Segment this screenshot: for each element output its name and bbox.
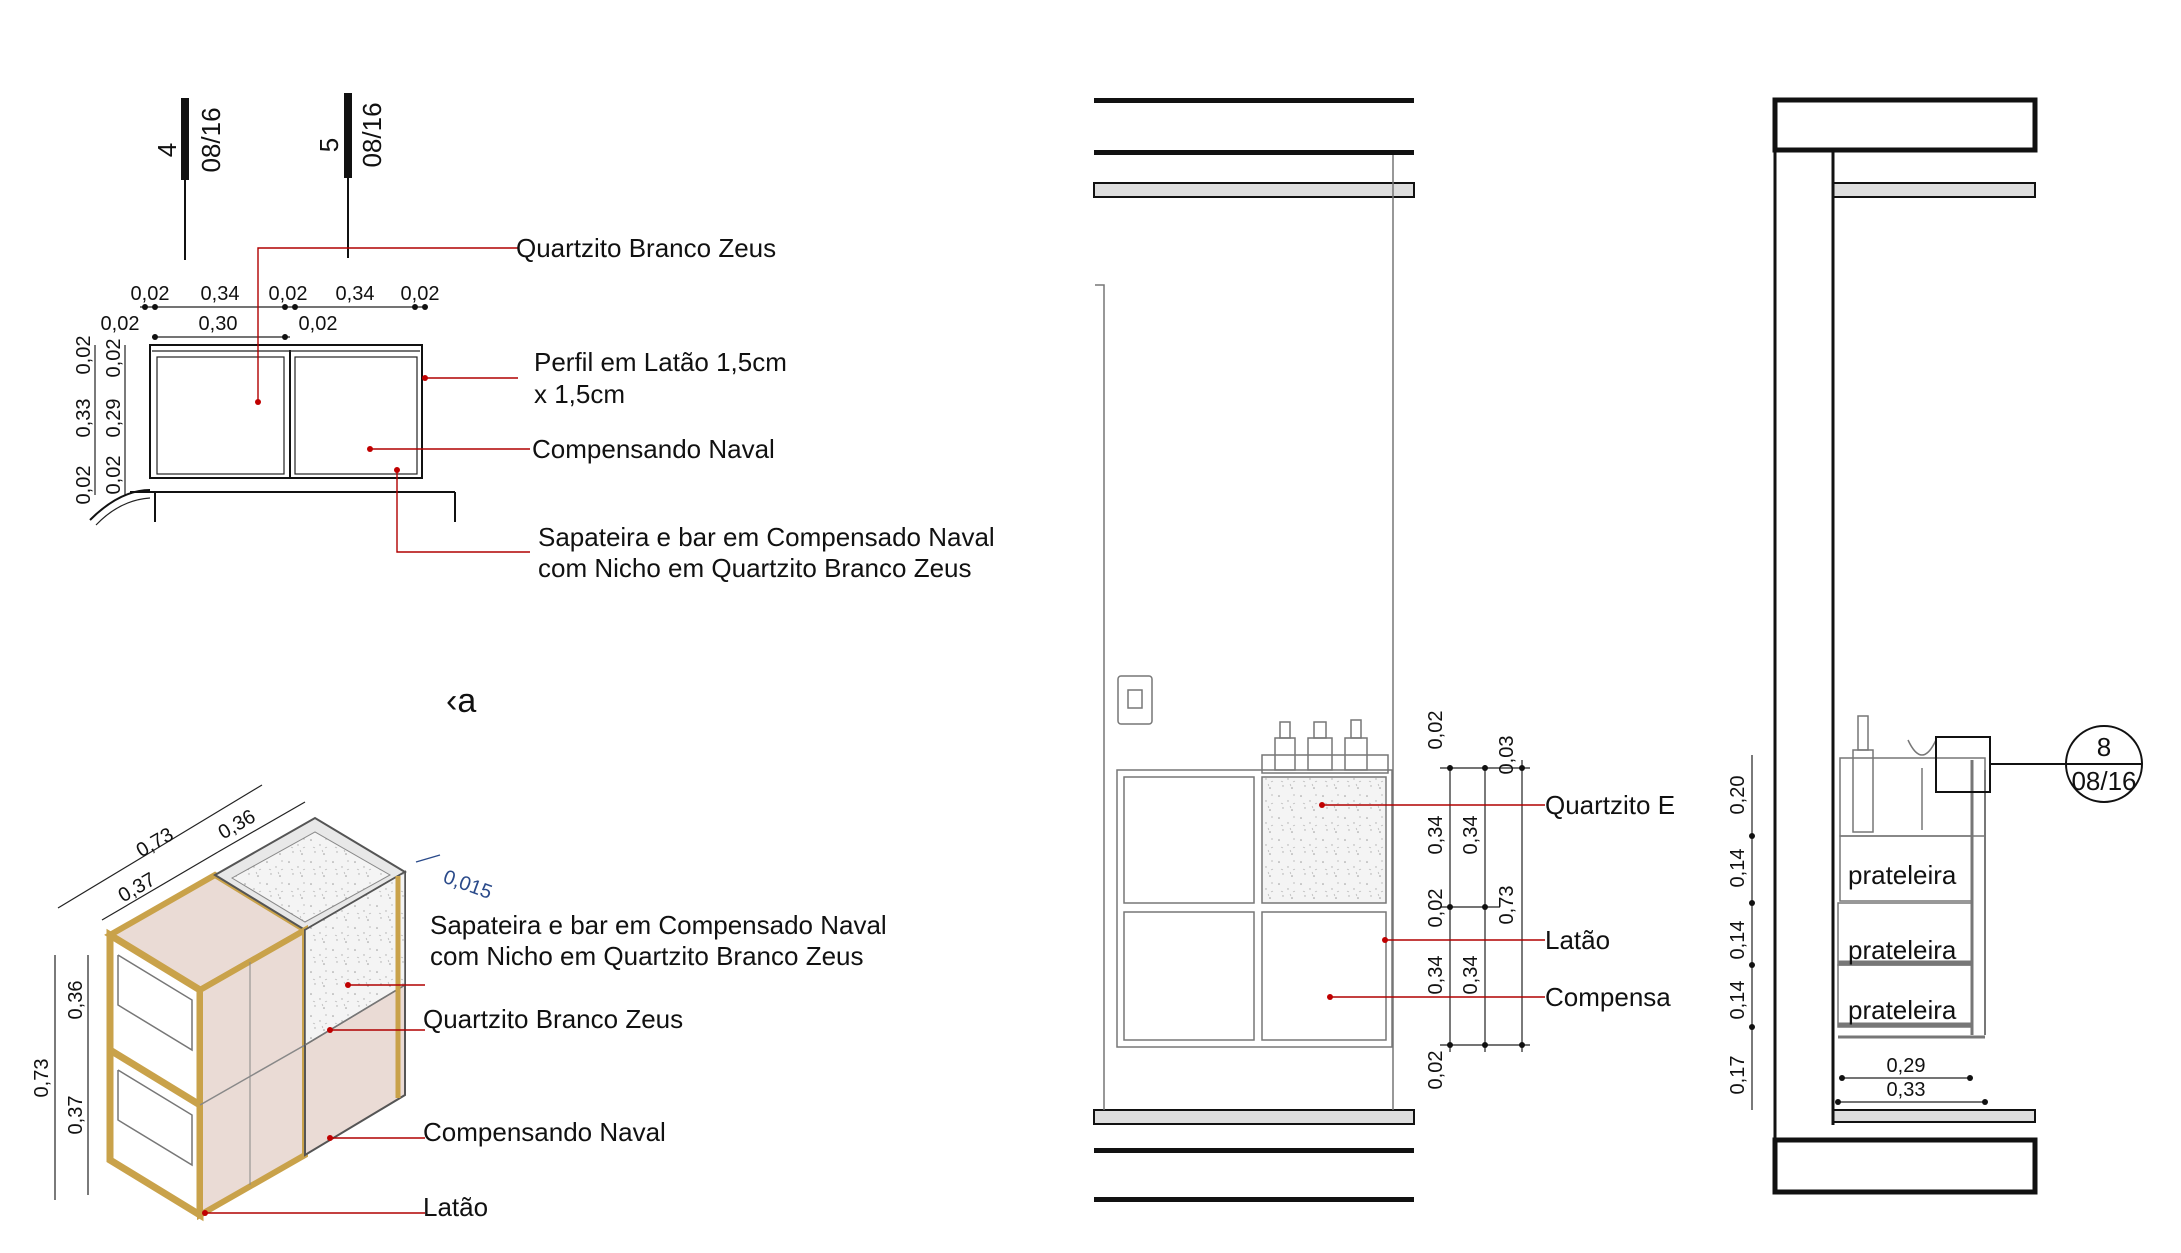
plan-cabinet-outline: [150, 345, 422, 478]
section-5-sheet: 08/16: [357, 102, 387, 168]
plan-dim-left-outer-2: 0,33: [73, 398, 95, 438]
isometric-view: [31, 785, 887, 1222]
elev-dim-002-mid: 0,02: [1425, 888, 1447, 928]
detail-sheet: 08/16: [2071, 766, 2137, 796]
detail-callout-bubble[interactable]: [2066, 726, 2142, 802]
plan-dim-inner-2: 0,30: [198, 313, 238, 335]
elev-label-brass: Latão: [1545, 925, 1611, 955]
plan-label-quartzite: Quartzito Branco Zeus: [516, 233, 777, 263]
plan-dim-left-outer-3: 0,02: [73, 465, 95, 505]
elev-dim-034-d: 0,34: [1460, 955, 1482, 995]
section-dim-029: 0,29: [1886, 1055, 1926, 1077]
plan-label-profile-1: Perfil em Latão 1,5cm: [534, 347, 787, 377]
iso-dim-037-left: 0,37: [65, 1095, 87, 1135]
detail-callout-box: [1936, 737, 1990, 792]
plan-label-plywood: Compensando Naval: [532, 434, 775, 464]
elev-dim-002-bottom: 0,02: [1425, 1050, 1447, 1090]
plan-dim-top-1: 0,02: [130, 283, 170, 305]
iso-dim-0015: 0,015: [440, 866, 495, 904]
section-marker-5: [314, 93, 387, 258]
plan-view: [73, 93, 995, 583]
plan-dim-top-4: 0,34: [335, 283, 375, 305]
section-dim-020: 0,20: [1727, 775, 1749, 815]
elev-dim-003: 0,03: [1496, 735, 1518, 775]
section-4-number: 4: [152, 142, 182, 158]
iso-label-brass: Latão: [423, 1192, 489, 1222]
section-shelf-1: prateleira: [1848, 860, 1957, 890]
iso-label-quartzite: Quartzito Branco Zeus: [423, 1004, 684, 1034]
iso-dim-036-top: 0,36: [214, 805, 260, 845]
section-shelf-2: prateleira: [1848, 935, 1957, 965]
front-elevation: [1094, 98, 1675, 1202]
elev-label-plywood: Compensa: [1545, 982, 1671, 1012]
iso-label-desc-2: com Nicho em Quartzito Branco Zeus: [430, 941, 864, 971]
detail-number: 8: [2096, 732, 2112, 762]
section-5-number: 5: [314, 137, 344, 153]
iso-dim-073-left: 0,73: [31, 1058, 53, 1098]
plan-dim-left-outer-1: 0,02: [73, 335, 95, 375]
elev-dim-073: 0,73: [1496, 885, 1518, 925]
elev-dim-034-a: 0,34: [1425, 815, 1447, 855]
iso-dim-037-top: 0,37: [114, 868, 160, 908]
plan-dim-top-5: 0,02: [400, 283, 440, 305]
cropped-title-fragment: ‹a: [446, 682, 477, 720]
section-shelf-3: prateleira: [1848, 995, 1957, 1025]
elev-label-quartzite: Quartzito E: [1545, 790, 1676, 820]
side-section: [1727, 100, 2142, 1192]
section-marker-4: [152, 98, 226, 260]
iso-label-desc-1: Sapateira e bar em Compensado Naval: [430, 910, 887, 940]
section-4-sheet: 08/16: [196, 107, 226, 173]
iso-label-plywood: Compensando Naval: [423, 1117, 666, 1147]
elev-dim-002-top: 0,02: [1425, 710, 1447, 750]
section-dim-017: 0,17: [1727, 1055, 1749, 1095]
plan-label-desc-2: com Nicho em Quartzito Branco Zeus: [538, 553, 972, 583]
plan-dim-left-inner-3: 0,02: [103, 455, 125, 495]
iso-dim-036-left: 0,36: [65, 980, 87, 1020]
plan-dim-inner-3: 0,02: [298, 313, 338, 335]
plan-label-desc-1: Sapateira e bar em Compensado Naval: [538, 522, 995, 552]
plan-dim-top-2: 0,34: [200, 283, 240, 305]
plan-quartzite-niche: [157, 357, 284, 474]
iso-dim-073-top: 0,73: [132, 823, 178, 863]
plan-dim-left-inner-1: 0,02: [103, 338, 125, 378]
section-dim-014-a: 0,14: [1727, 848, 1749, 888]
plan-dim-left-inner-2: 0,29: [103, 398, 125, 438]
elev-dim-034-c: 0,34: [1425, 955, 1447, 995]
elev-dim-034-b: 0,34: [1460, 815, 1482, 855]
section-dim-014-c: 0,14: [1727, 980, 1749, 1020]
section-dim-014-b: 0,14: [1727, 920, 1749, 960]
plan-label-profile-2: x 1,5cm: [534, 379, 626, 409]
plan-dim-inner-1: 0,02: [100, 313, 140, 335]
plan-dim-top-3: 0,02: [268, 283, 308, 305]
section-dim-033: 0,33: [1886, 1079, 1926, 1101]
